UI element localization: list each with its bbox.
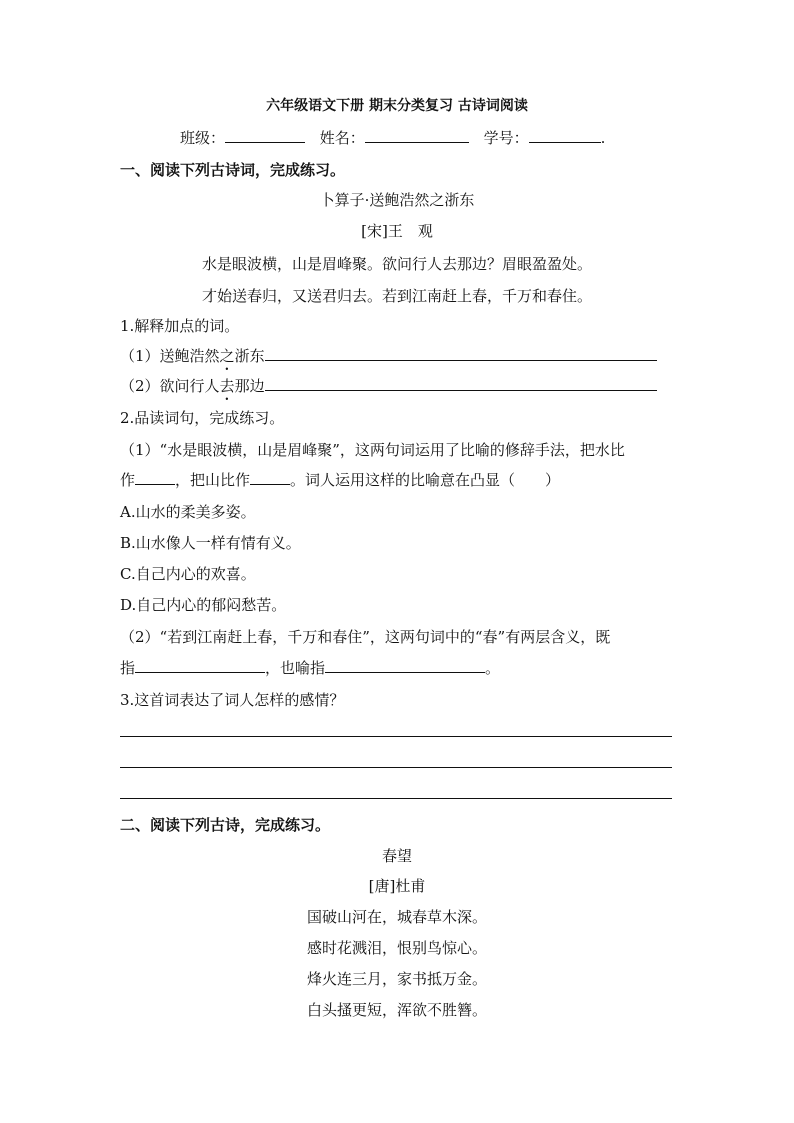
poem2-line: 白头搔更短，浑欲不胜簪。: [306, 1001, 487, 1019]
name-label: 姓名：: [319, 129, 365, 147]
question1-item: [120, 346, 657, 374]
question2-sub2-line1: （2）“若到江南赶上春，千万和春住”，这两句词中的“春”有两层含义，既: [120, 628, 611, 646]
emphasized-word: 去: [219, 377, 235, 395]
question2-sub2-line2: [120, 658, 500, 678]
answer-line[interactable]: [120, 767, 672, 768]
poem1-author: [宋]王 观: [361, 222, 433, 240]
id-field[interactable]: [529, 128, 601, 143]
item-text: （1）送鲍浩然: [120, 347, 220, 365]
question1-stem: 1.解释加点的词。: [120, 317, 240, 335]
class-label: 班级：: [180, 129, 226, 147]
option-d: D.自己内心的郁闷愁苦。: [120, 596, 287, 614]
poem1-line: 水是眼波横，山是眉峰聚。欲问行人去那边？眉眼盈盈处。: [201, 255, 592, 273]
answer-blank[interactable]: [265, 346, 657, 361]
option-b: B.山水像人一样有情有义。: [120, 534, 301, 552]
text: 作: [120, 471, 136, 489]
answer-line[interactable]: [120, 736, 672, 737]
emphasized-word: 之: [219, 347, 235, 365]
answer-blank[interactable]: [325, 658, 485, 673]
end-mark: .: [600, 129, 606, 147]
item-text: 那边: [234, 377, 265, 395]
option-c: C.自己内心的欢喜。: [120, 565, 256, 583]
poem2-author: [唐]杜甫: [368, 877, 426, 895]
page-title: 六年级语文下册 期末分类复习 古诗词阅读: [266, 98, 528, 114]
item-text: （2）欲问行人: [120, 377, 220, 395]
class-field[interactable]: [225, 128, 305, 143]
id-label: 学号：: [483, 129, 529, 147]
text: 指: [120, 659, 136, 677]
poem1-line: 才始送春归，又送君归去。若到江南赶上春，千万和春住。: [201, 287, 592, 305]
text: 。词人运用这样的比喻意在凸显（ ）: [290, 471, 561, 489]
poem1-title: 卜算子·送鲍浩然之浙东: [319, 191, 475, 209]
section2-heading: 二、阅读下列古诗，完成练习。: [120, 816, 331, 834]
question2-sub1-line1: （1）“水是眼波横，山是眉峰聚”，这两句词运用了比喻的修辞手法，把水比: [120, 441, 625, 459]
question2-sub1-line2: [120, 470, 560, 490]
option-a: A.山水的柔美多姿。: [120, 503, 256, 521]
text: 。: [485, 659, 501, 677]
poem2-line: 烽火连三月，家书抵万金。: [306, 970, 487, 988]
answer-blank[interactable]: [250, 470, 290, 485]
section1-heading: 一、阅读下列古诗词，完成练习。: [120, 161, 346, 179]
poem2-line: 国破山河在，城春草木深。: [306, 908, 487, 926]
answer-blank[interactable]: [135, 658, 265, 673]
name-field[interactable]: [365, 128, 469, 143]
question2-stem: 2.品读词句，完成练习。: [120, 409, 285, 427]
poem2-line: 感时花溅泪，恨别鸟惊心。: [306, 939, 487, 957]
question3-stem: 3.这首词表达了词人怎样的感情？: [120, 691, 345, 709]
answer-blank[interactable]: [135, 470, 175, 485]
answer-blank[interactable]: [265, 376, 657, 391]
question1-item: [120, 376, 657, 404]
student-info-row: [180, 128, 605, 148]
poem2-title: 春望: [381, 847, 412, 865]
answer-line[interactable]: [120, 798, 672, 799]
text: ，把山比作: [175, 471, 251, 489]
text: ，也喻指: [265, 659, 326, 677]
item-text: 浙东: [234, 347, 265, 365]
